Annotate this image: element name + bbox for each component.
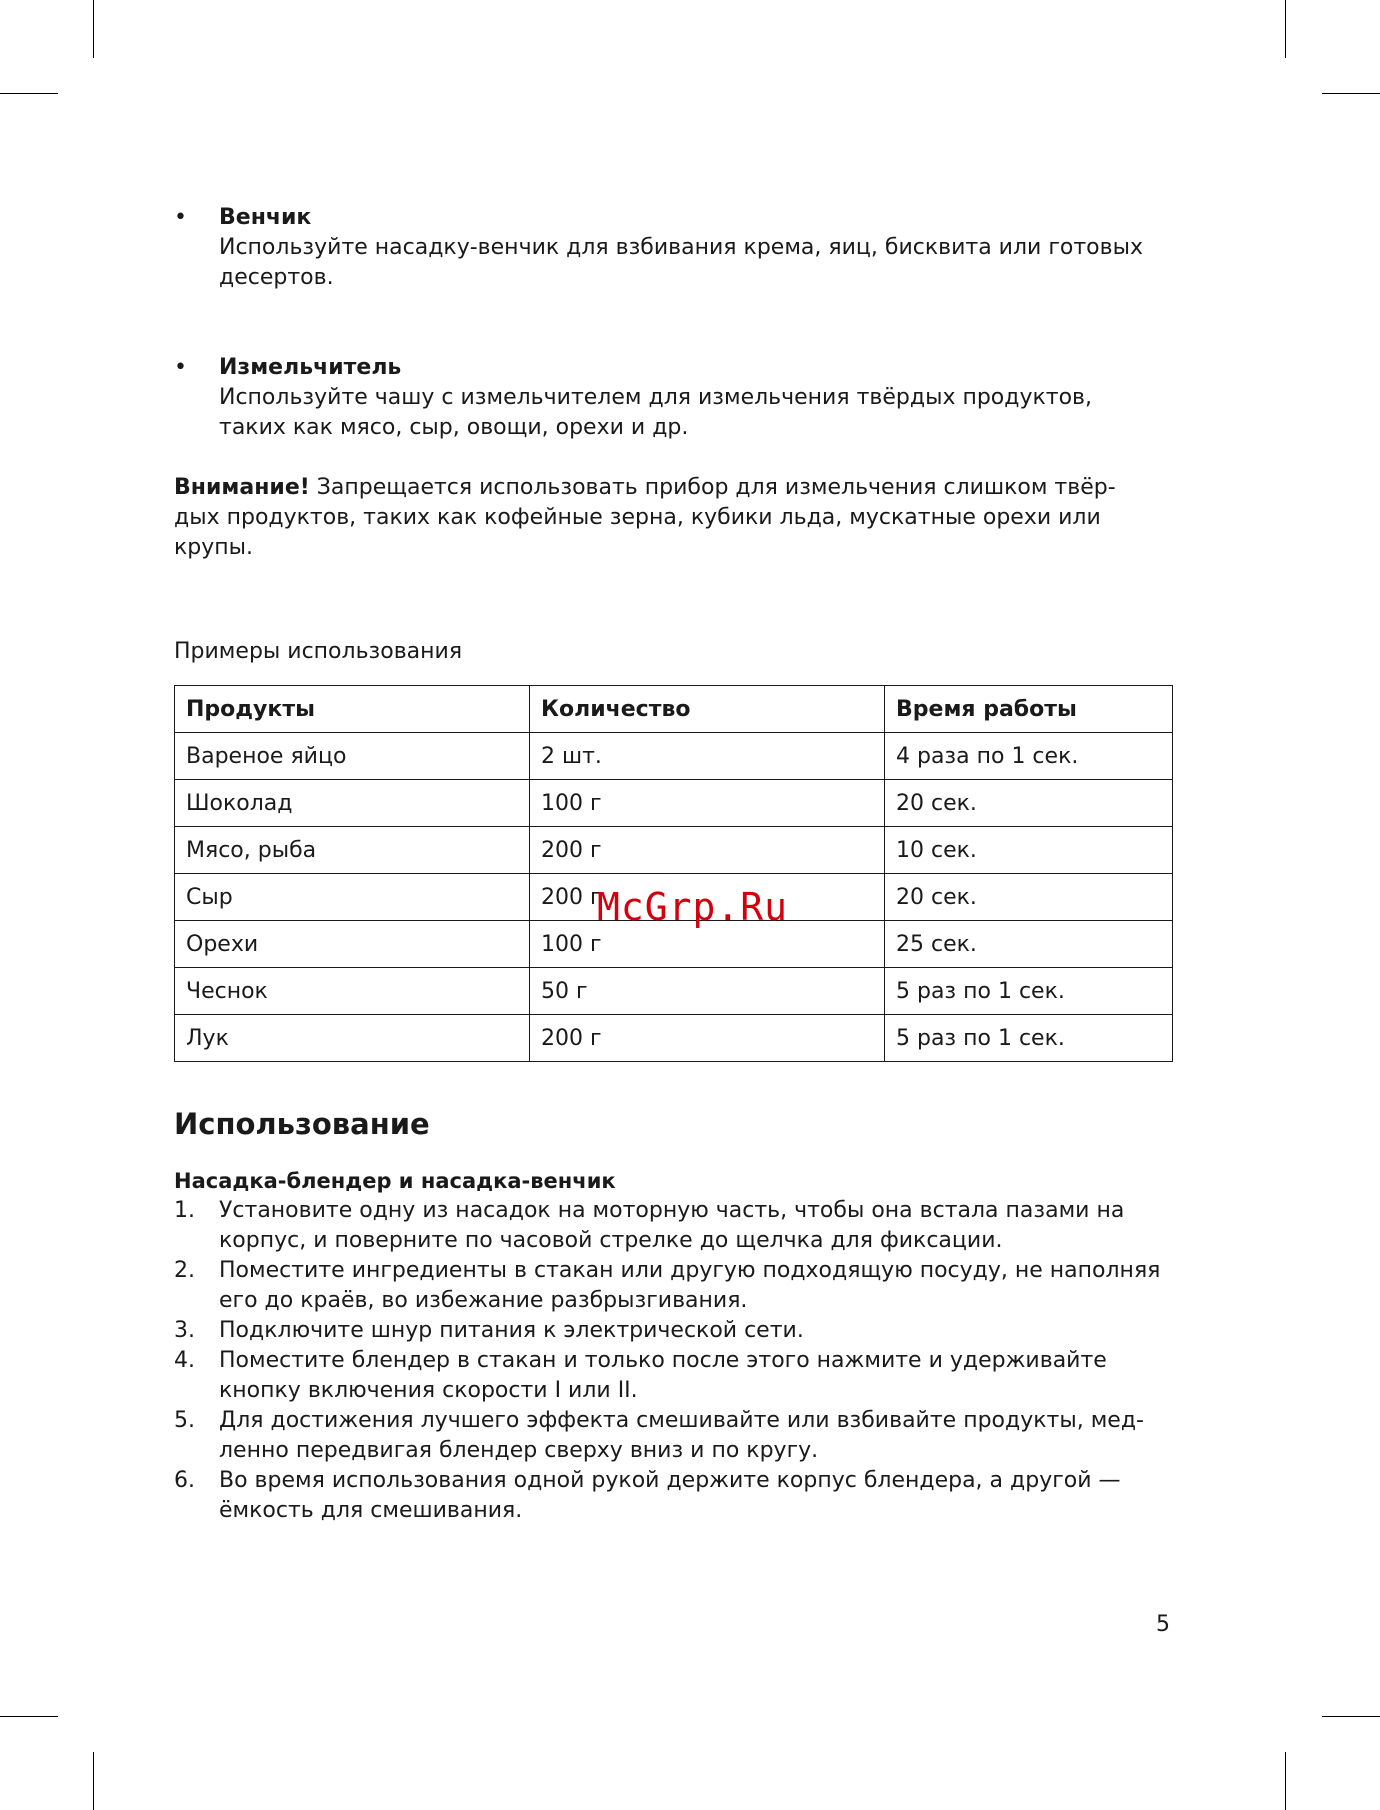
table-cell: 50 г	[530, 968, 885, 1015]
step-text-line: корпус, и поверните по часовой стрелке до щелчка для фиксации.	[219, 1228, 1003, 1253]
warning-text: Запрещается использовать прибор для измельчения слишком твёр-	[309, 475, 1116, 500]
table-cell: Мясо, рыба	[175, 827, 530, 874]
bullet-text-line: таких как мясо, сыр, овощи, орехи и др.	[219, 415, 689, 440]
section-title: Использование	[174, 1107, 430, 1141]
crop-mark	[1322, 1716, 1380, 1717]
step-number: 2.	[174, 1258, 195, 1283]
step-text-line: Установите одну из насадок на моторную часть, чтобы она встала пазами на	[219, 1198, 1125, 1223]
table-cell: 10 сек.	[885, 827, 1173, 874]
step-text-line: кнопку включения скорости I или II.	[219, 1378, 638, 1403]
table-cell: 200 г	[530, 874, 885, 921]
table-header-row	[175, 686, 1173, 733]
steps-list	[174, 1196, 1174, 1526]
list-item	[174, 1256, 1174, 1316]
step-text-line: ленно передвигая блендер сверху вниз и по кругу.	[219, 1438, 819, 1463]
step-text-line: ёмкость для смешивания.	[219, 1498, 523, 1523]
step-text-line: Поместите блендер в стакан и только после этого нажмите и удерживайте	[219, 1348, 1107, 1373]
column-header: Количество	[530, 686, 885, 733]
crop-mark	[93, 0, 94, 58]
subsection-title: Насадка-блендер и насадка-венчик	[174, 1169, 616, 1193]
step-number: 3.	[174, 1318, 195, 1343]
table-cell: Лук	[175, 1015, 530, 1062]
crop-mark	[93, 1752, 94, 1810]
table-cell: 100 г	[530, 780, 885, 827]
table-cell: 200 г	[530, 1015, 885, 1062]
list-item	[174, 1466, 1174, 1526]
watermark: McGrp.Ru	[597, 885, 789, 929]
step-number: 1.	[174, 1198, 195, 1223]
step-number: 6.	[174, 1468, 195, 1493]
column-header: Продукты	[175, 686, 530, 733]
table-cell: 4 раза по 1 сек.	[885, 733, 1173, 780]
bullet-text-line: десертов.	[219, 265, 334, 290]
step-text-line: Подключите шнур питания к электрической сети.	[219, 1318, 804, 1343]
list-item	[174, 1406, 1174, 1466]
warning-text: крупы.	[174, 535, 254, 560]
bullet-text-line: Используйте чашу с измельчителем для измельчения твёрдых продуктов,	[219, 385, 1093, 410]
crop-mark	[1285, 1752, 1286, 1810]
table-cell: Орехи	[175, 921, 530, 968]
table-cell: Вареное яйцо	[175, 733, 530, 780]
list-item	[174, 1196, 1174, 1256]
table-cell: Шоколад	[175, 780, 530, 827]
page-content	[174, 203, 1174, 1526]
table-row	[175, 827, 1173, 874]
bullet-title: Измельчитель	[219, 355, 402, 380]
table-cell: 5 раз по 1 сек.	[885, 968, 1173, 1015]
usage-table	[174, 685, 1173, 1062]
step-text-line: Во время использования одной рукой держите корпус блендера, а другой —	[219, 1468, 1121, 1493]
list-item	[174, 1346, 1174, 1406]
crop-mark	[0, 1716, 58, 1717]
bullet-chopper	[174, 353, 1174, 443]
table-cell: 5 раз по 1 сек.	[885, 1015, 1173, 1062]
page-number: 5	[1156, 1612, 1170, 1637]
crop-mark	[0, 93, 58, 94]
examples-title: Примеры использования	[174, 639, 463, 664]
list-item	[174, 1316, 1174, 1346]
crop-mark	[1285, 0, 1286, 58]
warning-label: Внимание!	[174, 475, 310, 500]
table-cell: 25 сек.	[885, 921, 1173, 968]
table-row	[175, 968, 1173, 1015]
table-cell: Чеснок	[175, 968, 530, 1015]
table-cell: 20 сек.	[885, 874, 1173, 921]
column-header: Время работы	[885, 686, 1173, 733]
step-text-line: Поместите ингредиенты в стакан или другую подходящую посуду, не наполняя	[219, 1258, 1161, 1283]
table-cell: Сыр	[175, 874, 530, 921]
step-number: 5.	[174, 1408, 195, 1433]
bullet-text-line: Используйте насадку-венчик для взбивания крема, яиц, бисквита или готовых	[219, 235, 1143, 260]
crop-mark	[1322, 93, 1380, 94]
table-cell: 100 г	[530, 921, 885, 968]
table-row	[175, 1015, 1173, 1062]
bullet-dot: •	[174, 205, 187, 230]
bullet-dot: •	[174, 355, 187, 380]
table-cell: 200 г	[530, 827, 885, 874]
table-row	[175, 733, 1173, 780]
bullet-whisk	[174, 203, 1174, 293]
table-cell: 20 сек.	[885, 780, 1173, 827]
bullet-title: Венчик	[219, 205, 312, 230]
step-text-line: Для достижения лучшего эффекта смешивайте или взбивайте продукты, мед-	[219, 1408, 1144, 1433]
step-text-line: его до краёв, во избежание разбрызгивания.	[219, 1288, 748, 1313]
table-cell: 2 шт.	[530, 733, 885, 780]
table-row	[175, 780, 1173, 827]
warning-note	[174, 473, 1174, 563]
step-number: 4.	[174, 1348, 195, 1373]
warning-text: дых продуктов, таких как кофейные зерна, кубики льда, мускатные орехи или	[174, 505, 1101, 530]
